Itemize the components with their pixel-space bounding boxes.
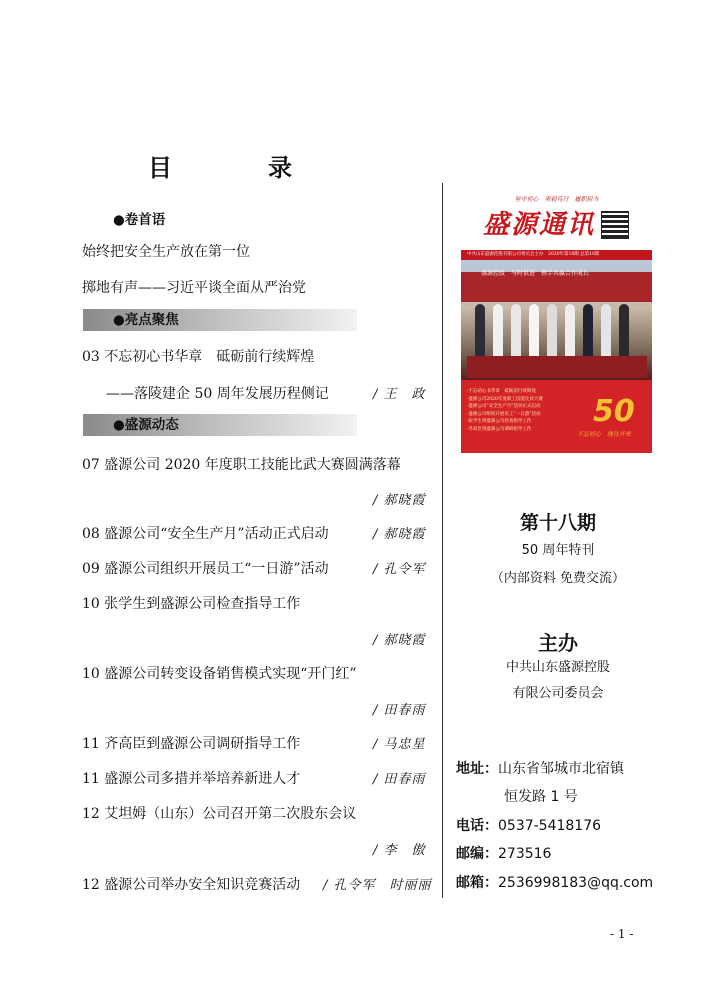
phone-label: 电话： — [456, 818, 498, 834]
toc-author: / 田春雨 — [373, 703, 426, 718]
photo-banner-text: 盛源控股 与时俱进 携手共赢合作成长 — [481, 270, 590, 277]
toc-author: / 孔令军 — [373, 562, 426, 577]
zip-label: 邮编： — [456, 846, 498, 862]
special-edition: 50 周年特刊 — [521, 543, 595, 558]
section-heading-highlights — [83, 309, 357, 331]
section-heading-preface: ●卷首语 — [113, 212, 166, 228]
toc-item[interactable]: 12 艾坦姆（山东）公司召开第二次股东会议 — [82, 806, 357, 822]
host-org-line1: 中共山东盛源控股 — [505, 660, 610, 675]
qr-code-icon — [601, 211, 629, 239]
toc-item[interactable]: 11 齐高臣到盛源公司调研指导工作 — [82, 736, 301, 752]
section-heading-news — [83, 414, 357, 436]
toc-author: / 郝晓霞 — [373, 527, 426, 542]
cover-slogan: 坚守初心 勇毅笃行 履职担当 — [514, 196, 599, 203]
toc-author: / 李 傲 — [373, 843, 426, 858]
column-divider — [442, 183, 443, 898]
cover-contents: ·不忘初心书华章 砥砺前行续辉煌 ·盛源公司2020年度职工技能比武大赛 ·盛源公司“安全生产月”活动正式启动 ·盛源公司组织开展员工“一日游”活动 ·张学生到盛源公司检查指导工作 ·齐高臣到盛源公司调研指导工作 — [467, 389, 543, 432]
email-line — [456, 872, 653, 892]
toc-item[interactable]: 07 盛源公司 2020 年度职工技能比武大赛圆满落幕 — [82, 457, 401, 473]
address-line — [456, 758, 624, 778]
person-figure — [511, 304, 521, 362]
cover-photo — [461, 260, 652, 380]
anniversary-logo: 50 — [593, 394, 635, 429]
email-value[interactable]: 2536998183@qq.com — [498, 875, 654, 891]
toc-item[interactable]: 03 不忘初心书华章 砥砺前行续辉煌 — [82, 349, 315, 365]
toc-item[interactable]: 11 盛源公司多措并举培养新进人才 — [82, 771, 301, 787]
section-label: ●亮点聚焦 — [113, 312, 179, 328]
toc-item[interactable]: 08 盛源公司“安全生产月”活动正式启动 — [82, 526, 329, 542]
zip-line — [456, 843, 551, 863]
toc-author: / 马忠星 — [373, 737, 426, 752]
toc-item[interactable]: 12 盛源公司举办安全知识竞赛活动 — [82, 877, 301, 893]
person-figure — [565, 304, 575, 362]
toc-author: / 郝晓霞 — [373, 493, 426, 508]
email-label: 邮箱： — [456, 875, 498, 891]
toc-item[interactable]: 掷地有声——习近平谈全面从严治党 — [82, 280, 306, 296]
toc-item[interactable]: 10 张学生到盛源公司检查指导工作 — [82, 596, 301, 612]
conference-table — [467, 356, 647, 378]
toc-author: / 郝晓霞 — [373, 633, 426, 648]
toc-item[interactable]: 始终把安全生产放在第一位 — [82, 244, 250, 260]
toc-author: / 田春雨 — [373, 772, 426, 787]
person-figure — [601, 304, 611, 362]
page-title: 目 录 — [148, 154, 328, 182]
address-label: 地址： — [456, 761, 498, 777]
host-org-line2: 有限公司委员会 — [512, 686, 604, 701]
phone-line — [456, 815, 601, 835]
page-number: - 1 - — [610, 927, 634, 941]
anniversary-slogan: 不忘初心 继往开来 — [577, 431, 632, 438]
toc-item[interactable]: 10 盛源公司转变设备销售模式实现“开门红” — [82, 666, 357, 682]
host-label: 主办 — [538, 631, 578, 655]
address-value: 山东省邹城市北宿镇 — [498, 761, 624, 777]
person-figure — [493, 304, 503, 362]
person-figure — [475, 304, 485, 362]
cover-masthead: 盛源通讯 — [483, 210, 596, 240]
internal-note: （内部资料 免费交流） — [490, 571, 626, 586]
phone-value[interactable]: 0537-5418176 — [498, 818, 602, 834]
toc-author: / 王 政 — [373, 387, 426, 402]
toc-item[interactable]: 09 盛源公司组织开展员工“一日游”活动 — [82, 561, 329, 577]
magazine-cover[interactable] — [461, 188, 652, 453]
person-figure — [529, 304, 539, 362]
address-line2: 恒发路 1 号 — [504, 789, 578, 805]
zip-value: 273516 — [498, 846, 552, 862]
person-figure — [547, 304, 557, 362]
person-figure — [619, 304, 629, 362]
issue-number: 第十八期 — [519, 512, 596, 534]
toc-item-subtitle[interactable]: ——落陵建企 50 周年发展历程侧记 — [106, 386, 329, 402]
toc-author: / 孔令军 时丽丽 — [323, 878, 432, 893]
cover-band: 中共山东盛源控股有限公司委员会主办 2020年第18期 总第18期 — [461, 250, 652, 260]
section-label: ●盛源动态 — [113, 417, 179, 433]
person-figure — [583, 304, 593, 362]
